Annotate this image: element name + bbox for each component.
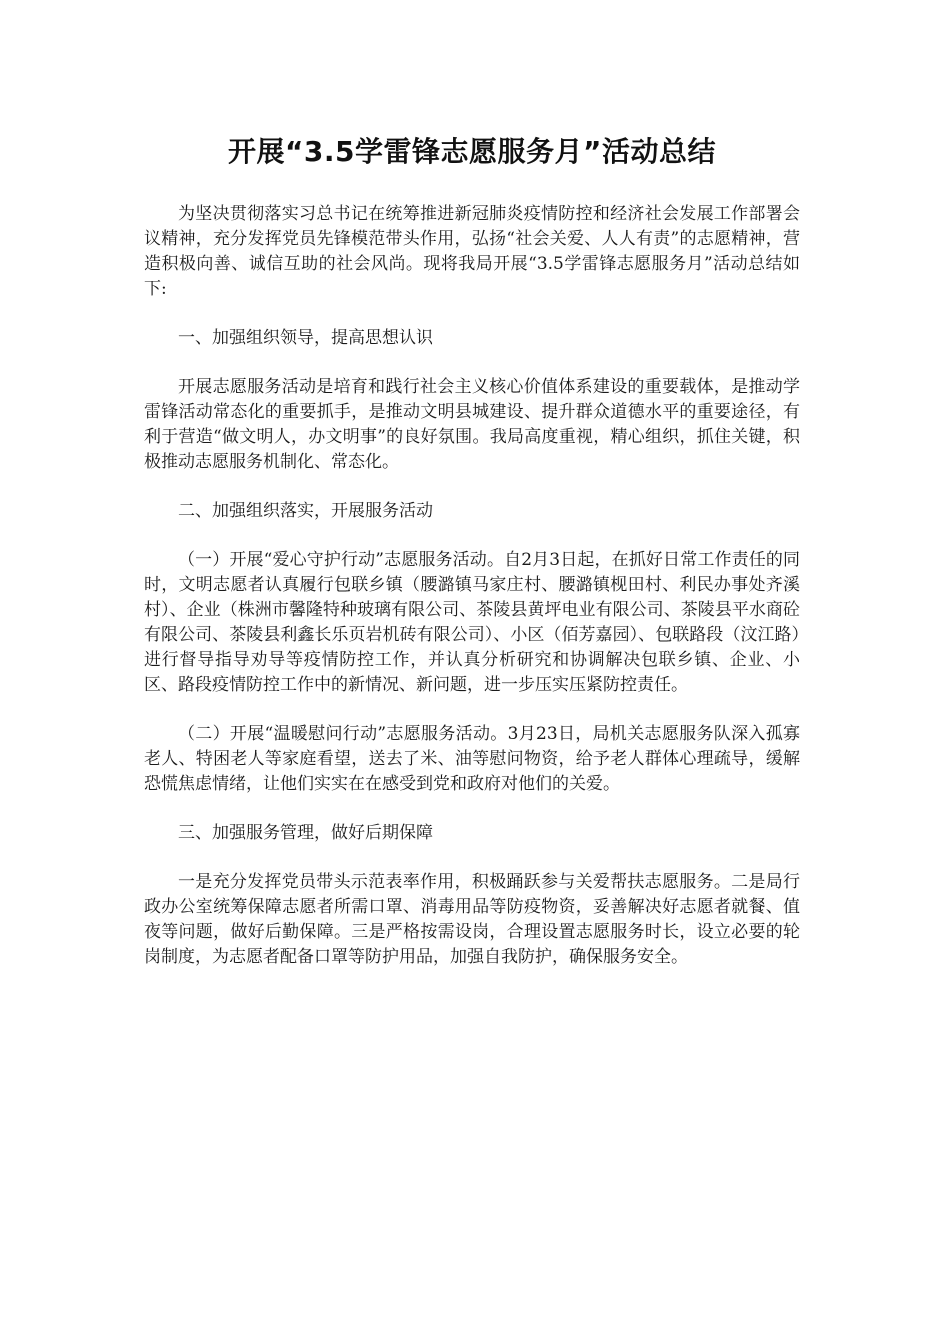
- spacer: [144, 302, 800, 326]
- section-2-item-2-paragraph: （二）开展“温暖慰问行动”志愿服务活动。3月23日，局机关志愿服务队深入孤寡老人、特困老人等家庭看望，送去了米、油等慰问物资，给予老人群体心理疏导，缓解恐慌焦虑情绪，让他们实实在在感受到党和政府对他们的关爱。: [144, 724, 800, 794]
- section-2-heading: 二、加强组织落实，开展服务活动: [178, 501, 433, 521]
- spacer: [144, 846, 800, 870]
- spacer: [144, 797, 800, 821]
- document-title: 开展“3.5学雷锋志愿服务月”活动总结: [228, 135, 716, 168]
- section-3-heading: 三、加强服务管理，做好后期保障: [178, 823, 433, 843]
- spacer: [144, 351, 800, 375]
- intro-paragraph: 为坚决贯彻落实习总书记在统筹推进新冠肺炎疫情防控和经济社会发展工作部署会议精神，充分发挥党员先锋模范带头作用，弘扬“社会关爱、人人有责”的志愿精神，营造积极向善、诚信互助的社会风尚。现将我局开展“3.5学雷锋志愿服务月”活动总结如下:: [144, 204, 800, 299]
- section-3-paragraph: 一是充分发挥党员带头示范表率作用，积极踊跃参与关爱帮扶志愿服务。二是局行政办公室统筹保障志愿者所需口罩、消毒用品等防疫物资，妥善解决好志愿者就餐、值夜等问题，做好后勤保障。三是严格按需设岗，合理设置志愿服务时长，设立必要的轮岗制度，为志愿者配备口罩等防护用品，加强自我防护，确保服务安全。: [144, 872, 800, 967]
- section-1-heading: 一、加强组织领导，提高思想认识: [178, 328, 433, 348]
- section-2-item-1-paragraph: （一）开展“爱心守护行动”志愿服务活动。自2月3日起，在抓好日常工作责任的同时，文明志愿者认真履行包联乡镇（腰潞镇马家庄村、腰潞镇枧田村、利民办事处齐溪村）、企业（株洲市馨隆特种玻璃有限公司、茶陵县黄坪电业有限公司、茶陵县平水商砼有限公司、茶陵县利鑫长乐页岩机砖有限公司）、小区（佰芳嘉园）、包联路段（汶江路）进行督导指导劝导等疫情防控工作，并认真分析研究和协调解决包联乡镇、企业、小区、路段疫情防控工作中的新情况、新问题，进一步压实压紧防控责任。: [144, 550, 800, 695]
- section-1-paragraph: 开展志愿服务活动是培育和践行社会主义核心价值体系建设的重要载体，是推动学雷锋活动常态化的重要抓手，是推动文明县城建设、提升群众道德水平的重要途径，有利于营造“做文明人，办文明事”的良好氛围。我局高度重视，精心组织，抓住关键，积极推动志愿服务机制化、常态化。: [144, 377, 800, 472]
- spacer: [144, 524, 800, 548]
- spacer: [144, 698, 800, 722]
- spacer: [144, 475, 800, 499]
